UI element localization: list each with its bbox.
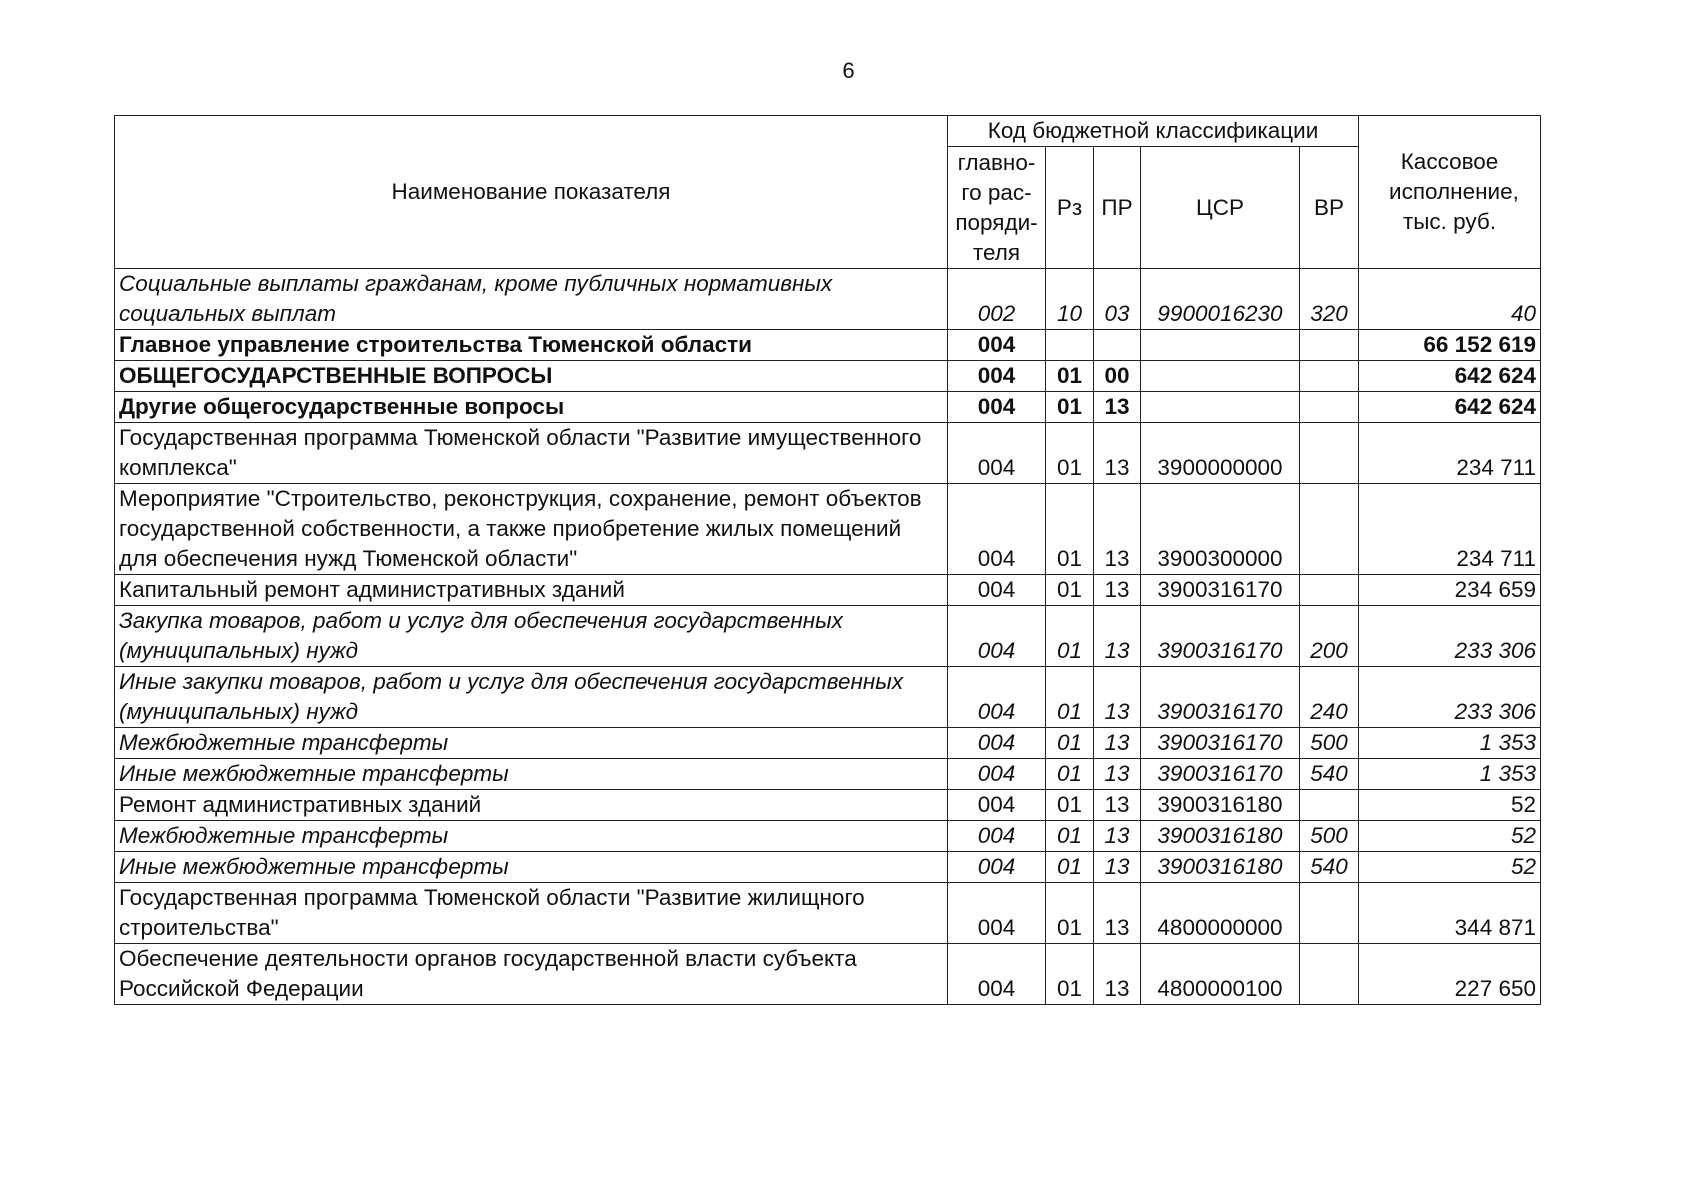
vr-code bbox=[1300, 575, 1359, 606]
vr-code bbox=[1300, 944, 1359, 1005]
cash-execution-amount: 66 152 619 bbox=[1359, 330, 1541, 361]
indicator-name: Государственная программа Тюменской области "Развитие имущественного комплекса" bbox=[115, 423, 948, 484]
rz-code bbox=[1046, 330, 1094, 361]
vr-code: 320 bbox=[1300, 269, 1359, 330]
pr-code: 13 bbox=[1094, 852, 1141, 883]
indicator-name: Закупка товаров, работ и услуг для обеспечения государственных (муниципальных) нужд bbox=[115, 606, 948, 667]
vr-code: 540 bbox=[1300, 759, 1359, 790]
table-row bbox=[115, 575, 1541, 606]
table-row bbox=[115, 759, 1541, 790]
rz-code: 01 bbox=[1046, 484, 1094, 575]
pr-code: 13 bbox=[1094, 423, 1141, 484]
pr-code: 13 bbox=[1094, 821, 1141, 852]
rz-code: 10 bbox=[1046, 269, 1094, 330]
csr-code bbox=[1141, 361, 1300, 392]
glavny-code: 004 bbox=[948, 423, 1046, 484]
csr-code: 3900316170 bbox=[1141, 575, 1300, 606]
cash-execution-amount: 52 bbox=[1359, 790, 1541, 821]
pr-code: 03 bbox=[1094, 269, 1141, 330]
rz-code: 01 bbox=[1046, 883, 1094, 944]
vr-code bbox=[1300, 423, 1359, 484]
pr-code: 13 bbox=[1094, 484, 1141, 575]
header-code-group: Код бюджетной классификации bbox=[948, 116, 1359, 147]
pr-code: 00 bbox=[1094, 361, 1141, 392]
csr-code: 3900316170 bbox=[1141, 728, 1300, 759]
vr-code: 540 bbox=[1300, 852, 1359, 883]
pr-code: 13 bbox=[1094, 392, 1141, 423]
vr-code bbox=[1300, 361, 1359, 392]
cash-execution-amount: 234 659 bbox=[1359, 575, 1541, 606]
cash-execution-amount: 234 711 bbox=[1359, 423, 1541, 484]
glavny-code: 004 bbox=[948, 606, 1046, 667]
vr-code: 240 bbox=[1300, 667, 1359, 728]
rz-code: 01 bbox=[1046, 852, 1094, 883]
rz-code: 01 bbox=[1046, 606, 1094, 667]
indicator-name: Главное управление строительства Тюменской области bbox=[115, 330, 948, 361]
glavny-code: 004 bbox=[948, 790, 1046, 821]
csr-code: 3900300000 bbox=[1141, 484, 1300, 575]
rz-code: 01 bbox=[1046, 392, 1094, 423]
budget-execution-table bbox=[114, 115, 1541, 1005]
vr-code bbox=[1300, 330, 1359, 361]
indicator-name: Межбюджетные трансферты bbox=[115, 728, 948, 759]
pr-code: 13 bbox=[1094, 606, 1141, 667]
pr-code: 13 bbox=[1094, 790, 1141, 821]
rz-code: 01 bbox=[1046, 728, 1094, 759]
vr-code: 500 bbox=[1300, 728, 1359, 759]
cash-execution-amount: 234 711 bbox=[1359, 484, 1541, 575]
indicator-name: Обеспечение деятельности органов государственной власти субъекта Российской Федерации bbox=[115, 944, 948, 1005]
table-row bbox=[115, 728, 1541, 759]
cash-execution-amount: 233 306 bbox=[1359, 667, 1541, 728]
cash-execution-amount: 1 353 bbox=[1359, 759, 1541, 790]
cash-execution-amount: 642 624 bbox=[1359, 392, 1541, 423]
table-row bbox=[115, 821, 1541, 852]
cash-execution-amount: 233 306 bbox=[1359, 606, 1541, 667]
indicator-name: Межбюджетные трансферты bbox=[115, 821, 948, 852]
rz-code: 01 bbox=[1046, 575, 1094, 606]
glavny-code: 004 bbox=[948, 484, 1046, 575]
table-row bbox=[115, 944, 1541, 1005]
vr-code bbox=[1300, 883, 1359, 944]
header-name: Наименование показателя bbox=[115, 116, 948, 269]
glavny-code: 004 bbox=[948, 759, 1046, 790]
table-row bbox=[115, 883, 1541, 944]
glavny-code: 004 bbox=[948, 883, 1046, 944]
vr-code: 500 bbox=[1300, 821, 1359, 852]
cash-execution-amount: 52 bbox=[1359, 852, 1541, 883]
header-rz: Рз bbox=[1046, 147, 1094, 269]
rz-code: 01 bbox=[1046, 790, 1094, 821]
csr-code: 3900316180 bbox=[1141, 790, 1300, 821]
indicator-name: ОБЩЕГОСУДАРСТВЕННЫЕ ВОПРОСЫ bbox=[115, 361, 948, 392]
vr-code bbox=[1300, 790, 1359, 821]
csr-code: 3900316170 bbox=[1141, 667, 1300, 728]
cash-execution-amount: 344 871 bbox=[1359, 883, 1541, 944]
cash-execution-amount: 1 353 bbox=[1359, 728, 1541, 759]
cash-execution-amount: 642 624 bbox=[1359, 361, 1541, 392]
indicator-name: Иные межбюджетные трансферты bbox=[115, 759, 948, 790]
indicator-name: Государственная программа Тюменской области "Развитие жилищного строительства" bbox=[115, 883, 948, 944]
csr-code: 4800000000 bbox=[1141, 883, 1300, 944]
table-row bbox=[115, 423, 1541, 484]
table-row bbox=[115, 392, 1541, 423]
csr-code: 9900016230 bbox=[1141, 269, 1300, 330]
glavny-code: 004 bbox=[948, 667, 1046, 728]
header-amount: Кассовое исполнение, тыс. руб. bbox=[1359, 116, 1541, 269]
rz-code: 01 bbox=[1046, 944, 1094, 1005]
header-glavny: главно-го рас-поряди-теля bbox=[948, 147, 1046, 269]
pr-code: 13 bbox=[1094, 667, 1141, 728]
csr-code bbox=[1141, 330, 1300, 361]
glavny-code: 004 bbox=[948, 852, 1046, 883]
indicator-name: Социальные выплаты гражданам, кроме публичных нормативных социальных выплат bbox=[115, 269, 948, 330]
rz-code: 01 bbox=[1046, 821, 1094, 852]
pr-code bbox=[1094, 330, 1141, 361]
cash-execution-amount: 52 bbox=[1359, 821, 1541, 852]
pr-code: 13 bbox=[1094, 759, 1141, 790]
table-row bbox=[115, 852, 1541, 883]
csr-code bbox=[1141, 392, 1300, 423]
csr-code: 3900316180 bbox=[1141, 821, 1300, 852]
table-row bbox=[115, 790, 1541, 821]
vr-code: 200 bbox=[1300, 606, 1359, 667]
vr-code bbox=[1300, 392, 1359, 423]
cash-execution-amount: 227 650 bbox=[1359, 944, 1541, 1005]
glavny-code: 002 bbox=[948, 269, 1046, 330]
csr-code: 3900316170 bbox=[1141, 759, 1300, 790]
glavny-code: 004 bbox=[948, 728, 1046, 759]
header-row-top bbox=[115, 116, 1541, 147]
indicator-name: Иные закупки товаров, работ и услуг для обеспечения государственных (муниципальных) нужд bbox=[115, 667, 948, 728]
header-csr: ЦСР bbox=[1141, 147, 1300, 269]
csr-code: 3900316180 bbox=[1141, 852, 1300, 883]
rz-code: 01 bbox=[1046, 361, 1094, 392]
table-row bbox=[115, 330, 1541, 361]
glavny-code: 004 bbox=[948, 944, 1046, 1005]
csr-code: 4800000100 bbox=[1141, 944, 1300, 1005]
csr-code: 3900316170 bbox=[1141, 606, 1300, 667]
glavny-code: 004 bbox=[948, 392, 1046, 423]
indicator-name: Ремонт административных зданий bbox=[115, 790, 948, 821]
pr-code: 13 bbox=[1094, 728, 1141, 759]
header-pr: ПР bbox=[1094, 147, 1141, 269]
csr-code: 3900000000 bbox=[1141, 423, 1300, 484]
indicator-name: Другие общегосударственные вопросы bbox=[115, 392, 948, 423]
table-body bbox=[115, 269, 1541, 1005]
table-row bbox=[115, 667, 1541, 728]
pr-code: 13 bbox=[1094, 944, 1141, 1005]
rz-code: 01 bbox=[1046, 423, 1094, 484]
page-number: 6 bbox=[842, 58, 855, 83]
indicator-name: Мероприятие "Строительство, реконструкция, сохранение, ремонт объектов государственной собственности, а также приобретение жилых помещений для обеспечения нужд Тюменской области" bbox=[115, 484, 948, 575]
glavny-code: 004 bbox=[948, 361, 1046, 392]
glavny-code: 004 bbox=[948, 330, 1046, 361]
glavny-code: 004 bbox=[948, 821, 1046, 852]
vr-code bbox=[1300, 484, 1359, 575]
cash-execution-amount: 40 bbox=[1359, 269, 1541, 330]
glavny-code: 004 bbox=[948, 575, 1046, 606]
pr-code: 13 bbox=[1094, 883, 1141, 944]
table-row bbox=[115, 484, 1541, 575]
table-row bbox=[115, 361, 1541, 392]
rz-code: 01 bbox=[1046, 667, 1094, 728]
indicator-name: Иные межбюджетные трансферты bbox=[115, 852, 948, 883]
indicator-name: Капитальный ремонт административных зданий bbox=[115, 575, 948, 606]
table-row bbox=[115, 269, 1541, 330]
pr-code: 13 bbox=[1094, 575, 1141, 606]
header-vr: ВР bbox=[1300, 147, 1359, 269]
table-row bbox=[115, 606, 1541, 667]
rz-code: 01 bbox=[1046, 759, 1094, 790]
